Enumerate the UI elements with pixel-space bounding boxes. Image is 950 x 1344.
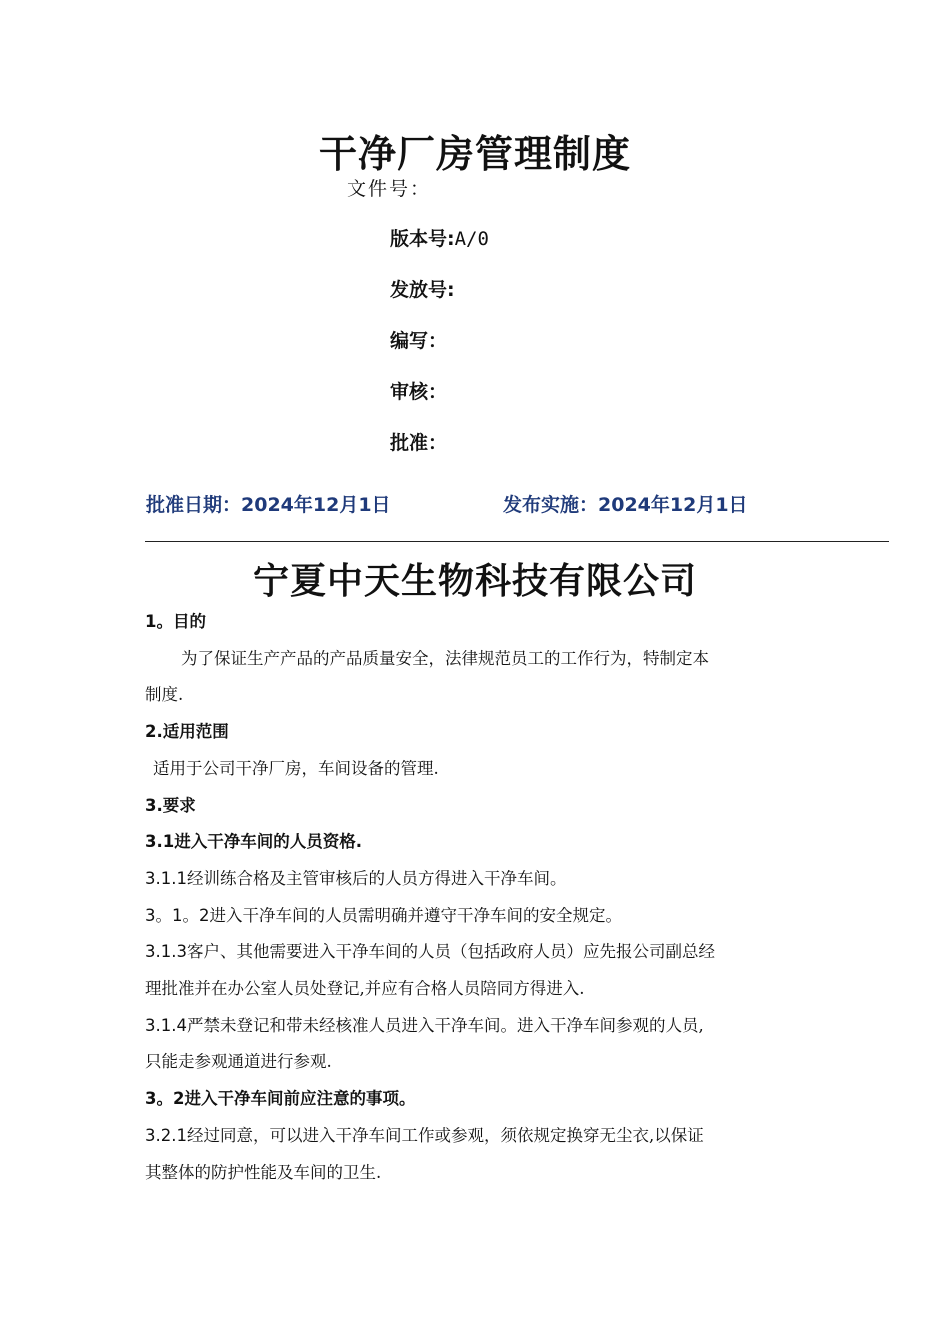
meta-issue-number — [390, 277, 489, 328]
document-body — [145, 604, 815, 1191]
date-line — [146, 490, 846, 520]
meta-author — [390, 328, 489, 379]
meta-approver-label: 批准： — [390, 432, 448, 454]
clause-text: 经训练合格及主管审核后的人员方得进入干净车间。 — [186, 868, 567, 888]
meta-issue-number-label: 发放号: — [390, 279, 455, 301]
meta-reviewer — [390, 379, 489, 430]
subsection-heading: 3.1进入干净车间的人员资格. — [145, 832, 362, 852]
section-heading: 2.适用范围 — [145, 722, 229, 742]
clause-number: 3.1.1 — [145, 868, 187, 888]
meta-approver — [390, 430, 489, 481]
section-heading: 3.要求 — [145, 795, 196, 815]
clause-continuation: 只能走参观通道进行参观. — [145, 1052, 332, 1072]
clause — [145, 934, 815, 971]
paragraph: 适用于公司干净厂房，车间设备的管理. — [153, 758, 439, 778]
file-number-label: 文件号： — [347, 178, 432, 200]
clause-number: 3.2.1 — [145, 1125, 187, 1145]
meta-version-value: A/0 — [454, 228, 489, 250]
meta-version-label: 版本号: — [390, 228, 455, 250]
document-title: 干净厂房管理制度 — [318, 132, 631, 176]
subsection-heading: 3。2进入干净车间前应注意的事项。 — [145, 1089, 416, 1109]
company-name: 宁夏中天生物科技有限公司 — [252, 561, 697, 602]
clause-continuation: 理批准并在办公室人员处登记,并应有合格人员陪同方得进入. — [145, 979, 585, 999]
clause-text: 客户、其他需要进入干净车间的人员（包括政府人员）应先报公司副总经 — [186, 942, 715, 962]
paragraph: 为了保证生产产品的产品质量安全，法律规范员工的工作行为，特制定本 — [181, 648, 709, 668]
clause-number: 3.1.3 — [145, 942, 187, 962]
release-date: 发布实施：2024年12月1日 — [503, 494, 748, 516]
clause-continuation: 其整体的防护性能及车间的卫生. — [145, 1162, 382, 1182]
meta-author-label: 编写： — [390, 330, 448, 352]
header-divider — [145, 541, 889, 542]
clause-number: 3.1.4 — [145, 1015, 187, 1035]
clause — [145, 1008, 815, 1045]
clause-text: 经过同意，可以进入干净车间工作或参观，须依规定换穿无尘衣,以保证 — [186, 1125, 704, 1145]
approval-date: 批准日期：2024年12月1日 — [146, 494, 391, 516]
clause-text: 进入干净车间的人员需明确并遵守干净车间的安全规定。 — [209, 905, 622, 925]
section-heading: 1。目的 — [145, 612, 206, 631]
document-meta-block — [390, 226, 489, 481]
clause-text: 严禁未登记和带未经核准人员进入干净车间。进入干净车间参观的人员, — [186, 1015, 704, 1035]
meta-reviewer-label: 审核： — [390, 381, 448, 403]
clause — [145, 1118, 815, 1155]
paragraph: 制度. — [145, 685, 184, 705]
meta-version — [390, 226, 489, 277]
clause-number: 3。1。2 — [145, 905, 210, 925]
clause — [145, 861, 815, 898]
clause — [145, 898, 815, 935]
